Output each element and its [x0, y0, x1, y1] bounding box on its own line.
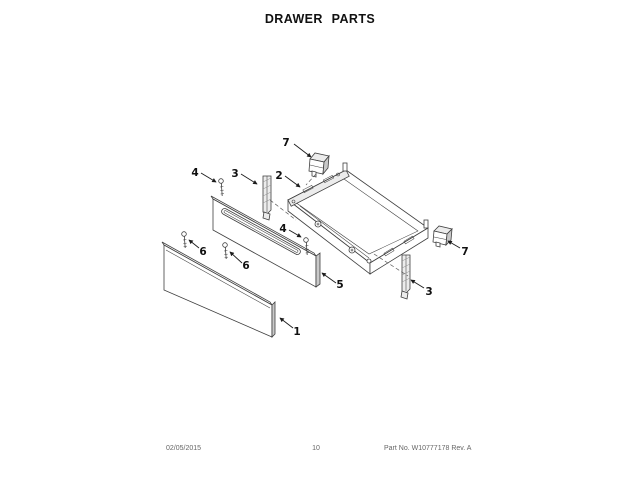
glide-end-cap-right [433, 226, 452, 247]
callout-label: 4 [191, 167, 199, 179]
callout-arrow [280, 318, 293, 328]
glide-rail-foot [263, 212, 270, 220]
glide-rail-top [263, 176, 271, 220]
callout-1 [280, 318, 301, 338]
end-cap-tab [436, 242, 440, 247]
callout-6-left [189, 240, 207, 258]
callout-arrow [201, 173, 216, 182]
pan-corner-pin [343, 163, 347, 171]
footer-part-info: Part No. W10777178 Rev. A [384, 445, 472, 452]
callout-7-right [448, 241, 469, 258]
callout-label: 6 [242, 260, 250, 272]
callout-3-bottom [411, 280, 433, 298]
callout-label: 4 [279, 223, 287, 235]
callout-arrow [294, 144, 311, 157]
screw-head [182, 232, 187, 237]
callout-label: 7 [461, 246, 469, 258]
pan-corner-pin [424, 220, 428, 228]
callout-label: 2 [275, 170, 283, 182]
callout-label: 3 [425, 286, 433, 298]
callout-label: 6 [199, 246, 207, 258]
callout-arrow [230, 252, 242, 263]
screw-6-left [182, 232, 187, 248]
callout-2 [275, 170, 300, 187]
screw-head [223, 243, 228, 248]
callout-arrow [289, 230, 301, 237]
callout-6-right [230, 252, 250, 272]
callout-arrow [411, 280, 424, 288]
drawer-roller [349, 247, 355, 253]
panel-side-face [272, 302, 275, 337]
callout-arrow [241, 174, 257, 184]
footer-date: 02/05/2015 [166, 445, 202, 452]
callout-label: 3 [231, 168, 239, 180]
callout-7-top [282, 137, 311, 157]
alignment-line [306, 174, 316, 185]
screw-head [304, 238, 309, 243]
callout-4-left [191, 167, 216, 182]
callout-label: 1 [293, 326, 301, 338]
callout-arrow [285, 176, 300, 187]
outer-drawer-panel [162, 242, 275, 337]
glide-end-cap-top [309, 153, 329, 177]
callout-arrow [189, 240, 199, 248]
screw-head [219, 179, 224, 184]
callout-arrow [322, 273, 336, 283]
panel-side-face [316, 253, 320, 287]
page-title: DRAWER PARTS [264, 12, 376, 26]
callout-4-middle [279, 223, 301, 237]
screw-4-left [219, 179, 224, 196]
callout-3-top [231, 168, 257, 184]
glide-rail-bottom [401, 255, 410, 299]
footer-page-number: 10 [312, 445, 320, 452]
panel-face [164, 245, 272, 337]
callout-arrow [448, 241, 460, 248]
callout-label: 5 [336, 279, 344, 291]
drawer-roller [315, 221, 321, 227]
callout-5 [322, 273, 344, 291]
callout-label: 7 [282, 137, 290, 149]
screw-6-right [223, 243, 228, 259]
front-corner-roller [367, 259, 371, 263]
